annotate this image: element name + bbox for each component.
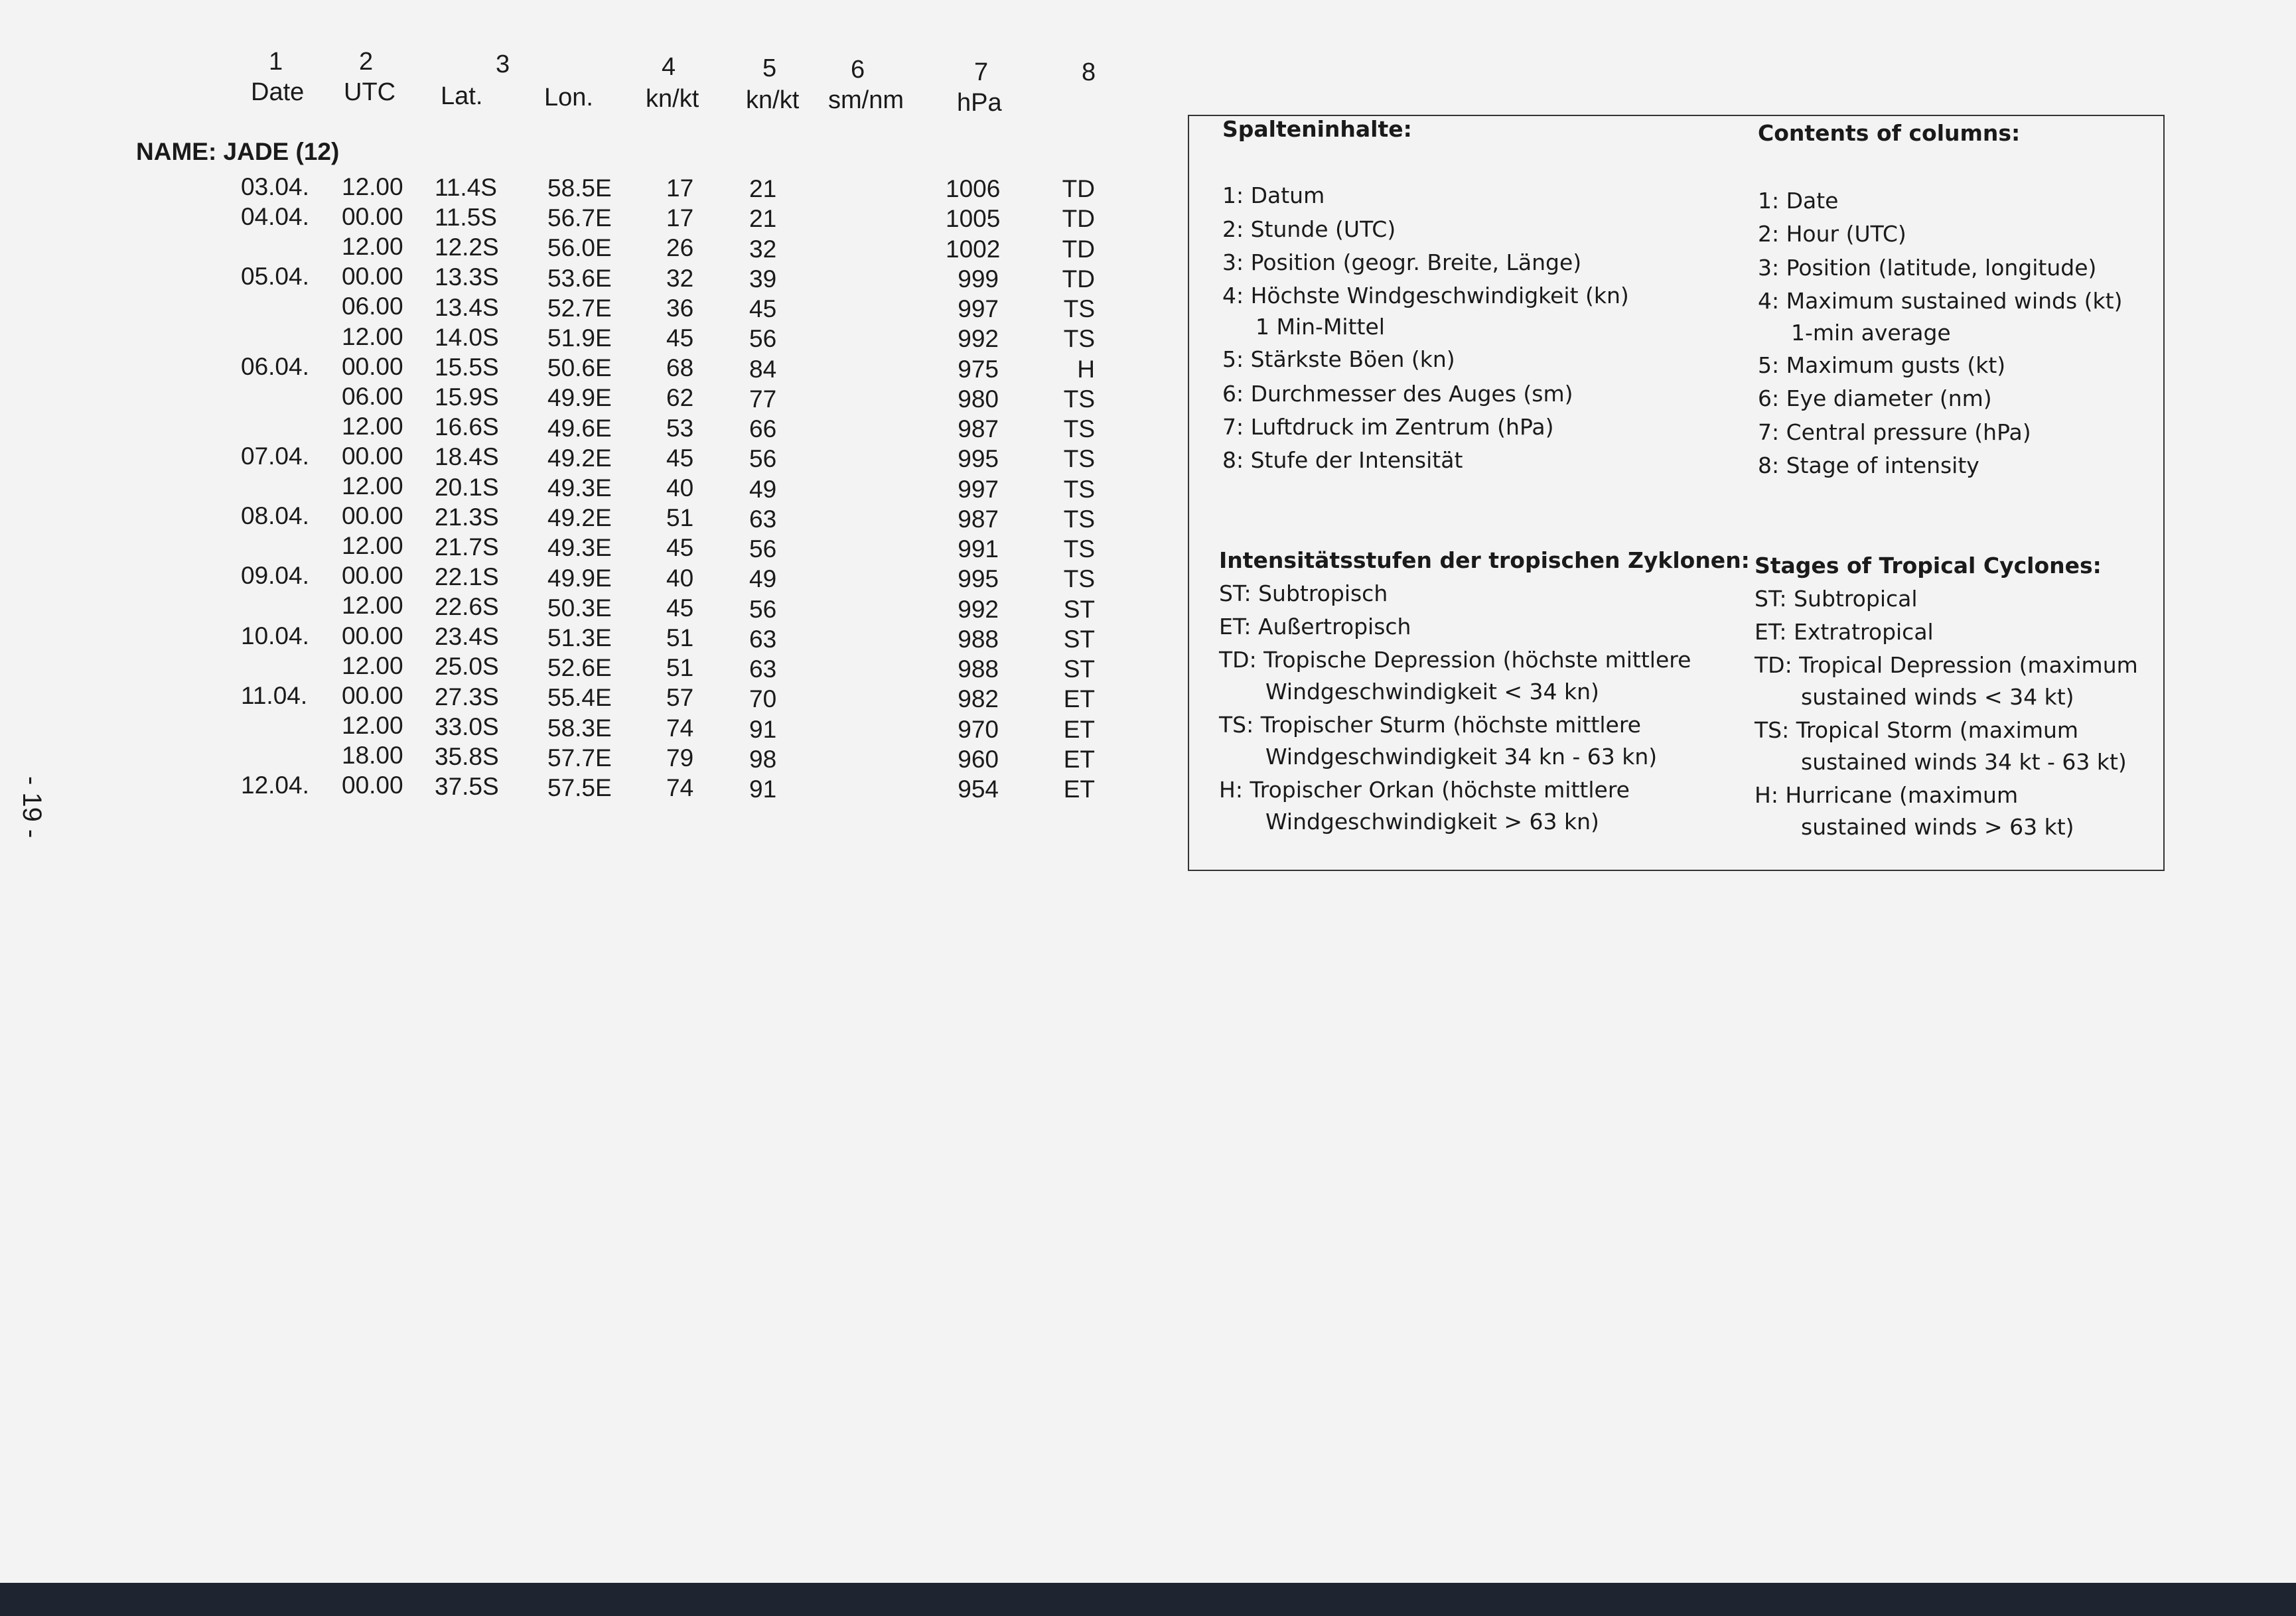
cell-date: 10.04. <box>241 622 309 649</box>
cell-stage: TS <box>1063 565 1095 593</box>
column-number-2: 2 <box>359 48 374 76</box>
legend-de-item: 1: Datum <box>1222 182 1325 208</box>
cell-stage: TD <box>1062 205 1095 233</box>
cell-max-wind: 53 <box>666 414 694 442</box>
cell-stage: TD <box>1062 235 1095 263</box>
cell-latitude: 37.5S <box>435 773 499 800</box>
cell-max-wind: 79 <box>666 744 694 772</box>
legend-en-stage: sustained winds > 63 kt) <box>1801 814 2074 840</box>
cell-utc: 12.00 <box>342 711 403 739</box>
legend-en-stage-title: Stages of Tropical Cyclones: <box>1755 553 2102 578</box>
cell-pressure: 982 <box>958 685 999 713</box>
cell-latitude: 14.0S <box>435 323 499 351</box>
legend-de-stage: TD: Tropische Depression (höchste mittlere <box>1219 647 1691 673</box>
cell-max-gust: 66 <box>749 415 777 442</box>
cell-stage: ET <box>1063 715 1095 743</box>
legend-en-item: 7: Central pressure (hPa) <box>1758 419 2031 445</box>
cell-pressure: 988 <box>958 625 999 653</box>
cell-latitude: 12.2S <box>435 234 499 261</box>
cell-max-gust: 49 <box>749 475 777 503</box>
legend-en-item: 1: Date <box>1758 188 1839 214</box>
legend-de-stage: Windgeschwindigkeit 34 kn - 63 kn) <box>1265 744 1658 770</box>
cell-longitude: 56.0E <box>547 234 612 262</box>
legend-en-stage: H: Hurricane (maximum <box>1755 782 2019 808</box>
cell-max-gust: 39 <box>749 265 777 293</box>
cell-pressure: 991 <box>958 535 999 563</box>
cell-pressure: 1002 <box>946 235 1001 263</box>
column-number-1: 1 <box>269 48 283 76</box>
storm-name: NAME: JADE (12) <box>136 138 340 165</box>
legend-en-title: Contents of columns: <box>1758 120 2021 146</box>
cell-max-gust: 63 <box>749 655 777 683</box>
legend-de-item: 1 Min-Mittel <box>1256 314 1385 340</box>
cell-latitude: 15.9S <box>435 383 499 411</box>
cell-max-wind: 74 <box>666 714 694 742</box>
cell-max-gust: 63 <box>749 625 777 653</box>
cell-pressure: 987 <box>958 505 999 533</box>
cell-max-wind: 51 <box>666 624 694 651</box>
cell-max-gust: 91 <box>749 775 777 803</box>
cell-max-wind: 45 <box>666 444 694 472</box>
cell-max-wind: 32 <box>666 264 694 292</box>
cell-stage: TS <box>1063 535 1095 563</box>
cell-longitude: 49.2E <box>547 444 612 472</box>
column-label-pressure-unit: hPa <box>957 89 1002 117</box>
legend-en-stage: ET: Extratropical <box>1755 619 1934 645</box>
cell-utc: 12.00 <box>342 233 403 261</box>
column-label-wind-unit: kn/kt <box>646 85 699 113</box>
legend-de-stage: H: Tropischer Orkan (höchste mittlere <box>1219 777 1630 803</box>
cell-utc: 00.00 <box>342 562 403 590</box>
cell-utc: 00.00 <box>342 681 403 709</box>
cell-max-gust: 91 <box>749 715 777 743</box>
cell-max-wind: 45 <box>666 534 694 562</box>
cell-stage: ET <box>1063 745 1095 773</box>
cell-latitude: 13.4S <box>435 293 499 321</box>
cell-latitude: 13.3S <box>435 263 499 291</box>
cell-max-wind: 45 <box>666 324 694 352</box>
cell-latitude: 11.5S <box>435 204 497 232</box>
cell-max-gust: 84 <box>749 355 777 383</box>
legend-en-item: 1-min average <box>1791 320 1951 346</box>
cell-stage: H <box>1077 355 1095 383</box>
scanner-bottom-edge <box>0 1583 2296 1616</box>
cell-latitude: 33.0S <box>435 712 499 740</box>
cell-max-gust: 63 <box>749 505 777 533</box>
legend-de-title: Spalteninhalte: <box>1222 116 1412 142</box>
cell-pressure: 997 <box>958 475 999 503</box>
cell-latitude: 16.6S <box>435 413 499 441</box>
cell-stage: ST <box>1063 655 1095 683</box>
legend-de-stage: ET: Außertropisch <box>1219 614 1411 640</box>
cell-latitude: 18.4S <box>435 443 499 471</box>
cell-latitude: 35.8S <box>435 742 499 770</box>
cell-utc: 12.00 <box>342 322 403 350</box>
cell-date: 12.04. <box>241 772 309 799</box>
cell-max-wind: 45 <box>666 594 694 622</box>
cell-max-gust: 56 <box>749 445 777 473</box>
cell-longitude: 55.4E <box>547 684 612 712</box>
cell-utc: 00.00 <box>342 622 403 649</box>
legend-en-item: 5: Maximum gusts (kt) <box>1758 352 2006 378</box>
cell-max-wind: 62 <box>666 384 694 412</box>
cell-utc: 00.00 <box>342 263 403 291</box>
cell-utc: 18.00 <box>342 741 403 769</box>
legend-de-item: 7: Luftdruck im Zentrum (hPa) <box>1222 414 1554 440</box>
column-number-4: 4 <box>662 53 676 81</box>
cell-latitude: 27.3S <box>435 683 499 710</box>
legend-de-item: 8: Stufe der Intensität <box>1222 447 1463 473</box>
cell-longitude: 57.5E <box>547 774 612 801</box>
legend-de-item: 2: Stunde (UTC) <box>1222 216 1396 242</box>
column-label-gust-unit: kn/kt <box>746 86 800 114</box>
cell-stage: TD <box>1062 265 1095 293</box>
cell-max-wind: 17 <box>666 174 694 202</box>
cell-pressure: 995 <box>958 565 999 593</box>
legend-box <box>1188 115 2165 871</box>
cell-stage: ST <box>1063 625 1095 653</box>
cell-pressure: 997 <box>958 295 999 322</box>
cell-longitude: 58.3E <box>547 714 612 742</box>
legend-de-item: 5: Stärkste Böen (kn) <box>1222 346 1455 372</box>
cell-longitude: 50.6E <box>547 354 612 382</box>
cell-latitude: 15.5S <box>435 353 499 381</box>
legend-en-item: 3: Position (latitude, longitude) <box>1758 255 2097 281</box>
cell-pressure: 992 <box>958 595 999 623</box>
column-number-3: 3 <box>496 50 510 78</box>
cell-utc: 12.00 <box>342 472 403 500</box>
cell-utc: 00.00 <box>342 352 403 380</box>
column-number-7: 7 <box>974 58 989 86</box>
cell-pressure: 987 <box>958 415 999 442</box>
cell-utc: 00.00 <box>342 772 403 799</box>
legend-de-stage: Windgeschwindigkeit > 63 kn) <box>1265 809 1599 835</box>
cell-utc: 00.00 <box>342 502 403 530</box>
column-number-6: 6 <box>851 56 865 84</box>
cell-stage: TS <box>1063 295 1095 322</box>
cell-pressure: 995 <box>958 445 999 473</box>
cell-utc: 00.00 <box>342 442 403 470</box>
legend-de-item: 3: Position (geogr. Breite, Länge) <box>1222 249 1582 275</box>
cell-latitude: 22.1S <box>435 563 499 590</box>
cell-max-wind: 68 <box>666 354 694 382</box>
cell-stage: TS <box>1063 325 1095 353</box>
legend-de-item: 6: Durchmesser des Auges (sm) <box>1222 381 1573 407</box>
cell-utc: 12.00 <box>342 173 403 200</box>
cell-longitude: 49.6E <box>547 414 612 442</box>
legend-en-item: 6: Eye diameter (nm) <box>1758 385 1992 411</box>
cell-utc: 06.00 <box>342 293 403 320</box>
cell-date: 06.04. <box>241 352 309 380</box>
cell-max-gust: 70 <box>749 685 777 713</box>
cell-pressure: 992 <box>958 325 999 353</box>
cell-max-wind: 17 <box>666 204 694 232</box>
cell-max-wind: 51 <box>666 654 694 682</box>
cell-utc: 12.00 <box>342 651 403 679</box>
cell-max-gust: 56 <box>749 325 777 353</box>
cell-longitude: 51.9E <box>547 324 612 352</box>
cell-pressure: 980 <box>958 385 999 413</box>
column-number-8: 8 <box>1082 58 1096 86</box>
legend-de-stage: TS: Tropischer Sturm (höchste mittlere <box>1219 712 1641 738</box>
column-label-lon: Lon. <box>544 84 593 111</box>
cell-date: 11.04. <box>241 681 308 709</box>
cell-max-gust: 45 <box>749 295 777 322</box>
cell-utc: 00.00 <box>342 203 403 231</box>
cell-longitude: 50.3E <box>547 594 612 622</box>
cell-pressure: 960 <box>958 745 999 773</box>
cell-utc: 12.00 <box>342 592 403 620</box>
cell-max-gust: 49 <box>749 565 777 593</box>
cell-latitude: 23.4S <box>435 623 499 651</box>
cell-date: 08.04. <box>241 502 309 530</box>
cell-max-gust: 21 <box>749 205 777 233</box>
cell-longitude: 49.2E <box>547 504 612 532</box>
cell-date: 04.04. <box>241 203 309 231</box>
legend-en-item: 8: Stage of intensity <box>1758 452 1979 478</box>
cell-max-wind: 26 <box>666 234 694 262</box>
legend-en-stage: TD: Tropical Depression (maximum <box>1755 652 2138 678</box>
cell-pressure: 988 <box>958 655 999 683</box>
legend-de-item: 4: Höchste Windgeschwindigkeit (kn) <box>1222 283 1629 308</box>
cell-date: 07.04. <box>241 442 309 470</box>
cell-max-gust: 77 <box>749 385 777 413</box>
legend-de-stage-title: Intensitätsstufen der tropischen Zyklonen: <box>1219 547 1750 573</box>
column-number-5: 5 <box>762 54 777 82</box>
column-label-eye-unit: sm/nm <box>828 86 904 114</box>
cell-longitude: 49.3E <box>547 474 612 502</box>
legend-en-item: 4: Maximum sustained winds (kt) <box>1758 288 2123 314</box>
legend-en-stage: sustained winds 34 kt - 63 kt) <box>1801 749 2127 775</box>
legend-en-stage: sustained winds < 34 kt) <box>1801 684 2074 710</box>
cell-longitude: 49.9E <box>547 564 612 592</box>
cell-max-wind: 40 <box>666 564 694 592</box>
cell-max-wind: 57 <box>666 684 694 712</box>
cell-max-gust: 32 <box>749 235 777 263</box>
cell-longitude: 58.5E <box>547 174 612 202</box>
cell-stage: TS <box>1063 385 1095 413</box>
legend-de-stage: Windgeschwindigkeit < 34 kn) <box>1265 679 1599 705</box>
cell-latitude: 21.3S <box>435 503 499 531</box>
legend-de-stage: ST: Subtropisch <box>1219 580 1388 606</box>
cell-utc: 06.00 <box>342 382 403 410</box>
cell-date: 05.04. <box>241 263 309 291</box>
legend-en-item: 2: Hour (UTC) <box>1758 221 1906 247</box>
cell-longitude: 49.9E <box>547 384 612 412</box>
cell-latitude: 25.0S <box>435 653 499 681</box>
cell-max-gust: 98 <box>749 745 777 773</box>
legend-en-stage: ST: Subtropical <box>1755 586 1918 612</box>
cell-pressure: 1006 <box>946 175 1001 202</box>
cell-stage: ET <box>1063 685 1095 713</box>
cell-longitude: 52.7E <box>547 294 612 322</box>
cell-pressure: 954 <box>958 775 999 803</box>
cell-max-gust: 56 <box>749 595 777 623</box>
column-label-utc: UTC <box>344 78 396 106</box>
cell-max-wind: 51 <box>666 504 694 532</box>
cell-latitude: 22.6S <box>435 593 499 621</box>
cell-longitude: 53.6E <box>547 264 612 292</box>
cell-pressure: 999 <box>958 265 999 293</box>
cell-pressure: 1005 <box>946 205 1001 233</box>
cell-max-wind: 40 <box>666 474 694 502</box>
cell-max-gust: 21 <box>749 175 777 202</box>
cell-pressure: 970 <box>958 715 999 743</box>
cell-utc: 12.00 <box>342 532 403 560</box>
cell-stage: ET <box>1063 775 1095 803</box>
cell-stage: TS <box>1063 415 1095 442</box>
cell-longitude: 49.3E <box>547 534 612 562</box>
cell-date: 09.04. <box>241 562 309 590</box>
cell-stage: TS <box>1063 445 1095 473</box>
page-number: - 19 - <box>17 776 46 839</box>
cell-latitude: 11.4S <box>435 174 497 201</box>
cell-stage: TD <box>1062 175 1095 202</box>
cell-utc: 12.00 <box>342 412 403 440</box>
column-label-date: Date <box>251 78 305 106</box>
cell-stage: TS <box>1063 505 1095 533</box>
cell-pressure: 975 <box>958 355 999 383</box>
legend-en-stage: TS: Tropical Storm (maximum <box>1755 717 2079 743</box>
cell-stage: TS <box>1063 475 1095 503</box>
cell-longitude: 56.7E <box>547 204 612 232</box>
cell-longitude: 57.7E <box>547 744 612 772</box>
cell-latitude: 20.1S <box>435 473 499 501</box>
cell-longitude: 51.3E <box>547 624 612 651</box>
cell-latitude: 21.7S <box>435 533 499 561</box>
column-label-lat: Lat. <box>441 82 483 110</box>
cell-date: 03.04. <box>241 173 309 200</box>
cell-max-wind: 74 <box>666 774 694 801</box>
cell-stage: ST <box>1063 595 1095 623</box>
cell-longitude: 52.6E <box>547 654 612 682</box>
cell-max-wind: 36 <box>666 294 694 322</box>
cell-max-gust: 56 <box>749 535 777 563</box>
